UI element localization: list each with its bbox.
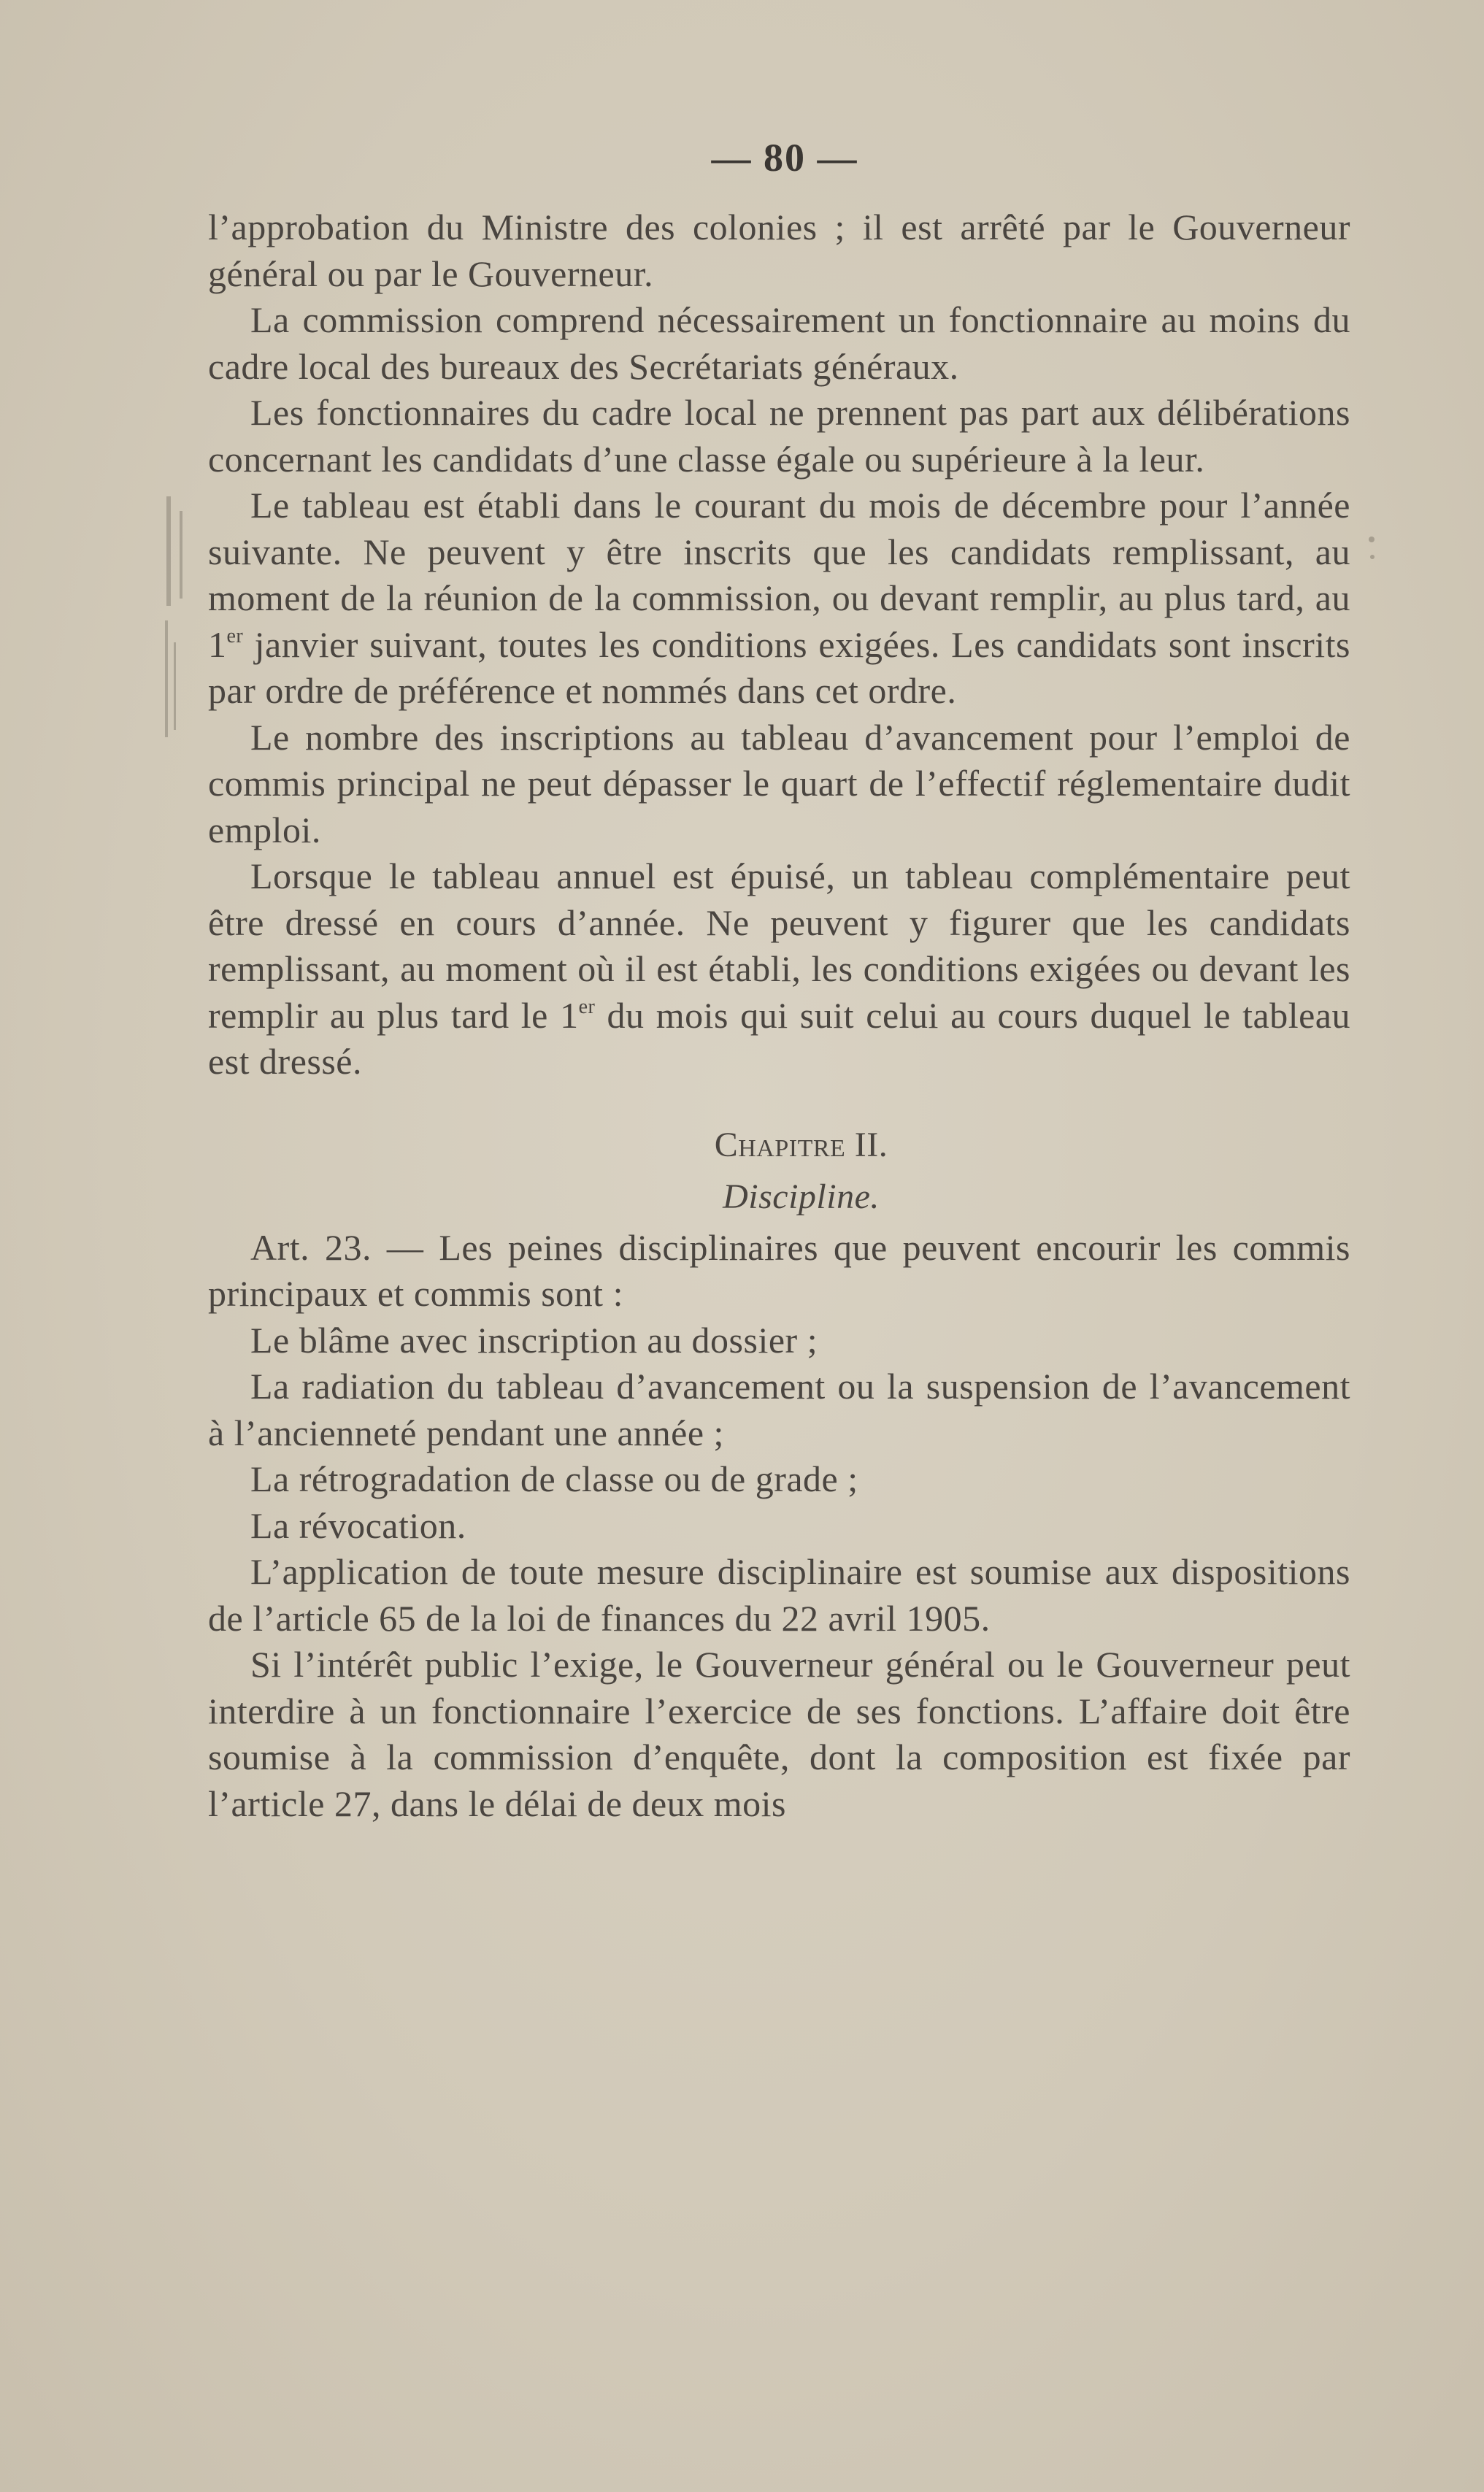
- paragraph-text: Lorsque le tableau annuel est épuisé, un tableau complémentaire peut être dressé en cours d’année. Ne peuvent y figurer que les candidats remplissant, au moment où il est établi, les conditions exigées ou devant les remplir au plus tard le 1: [208, 855, 1350, 1036]
- superscript: er: [226, 624, 244, 647]
- penalty-item: Le blâme avec inscription au dossier ;: [250, 1319, 818, 1361]
- paragraph: Les fonctionnaires du cadre local ne prennent pas part aux délibérations concernant les candidats d’une classe égale ou supérieure à la leur.: [208, 392, 1350, 480]
- paragraph: l’approbation du Ministre des colonies ; il est arrêté par le Gouverneur général ou par le Gouverneur.: [208, 207, 1350, 294]
- ink-speck: [1369, 537, 1375, 542]
- paragraph-text: du mois qui suit celui au cours duquel le tableau est dressé.: [208, 994, 1350, 1082]
- body-text: [208, 204, 1350, 1827]
- paragraph: L’application de toute mesure disciplinaire est soumise aux dispositions de l’article 65 de la loi de finances du 22 avril 1905.: [208, 1551, 1350, 1639]
- page-number: — 80 —: [711, 136, 858, 180]
- binding-mark: [174, 642, 176, 730]
- ink-speck: [1370, 555, 1375, 559]
- chapter-heading: Chapitre II.: [714, 1125, 888, 1164]
- penalty-item: La rétrogradation de classe ou de grade ;: [250, 1458, 858, 1499]
- paragraph: [208, 853, 1350, 1085]
- binding-mark: [165, 620, 168, 737]
- superscript: er: [578, 995, 596, 1018]
- paragraph: La commission comprend nécessairement un fonctionnaire au moins du cadre local des bureaux des Secrétariats généraux.: [208, 299, 1350, 387]
- paragraph: Le nombre des inscriptions au tableau d’avancement pour l’emploi de commis principal ne peut dépasser le quart de l’effectif réglementaire dudit emploi.: [208, 716, 1350, 850]
- binding-mark: [166, 496, 171, 606]
- penalty-item: La radiation du tableau d’avancement ou la suspension de l’avancement à l’ancienneté pendant une année ;: [208, 1366, 1350, 1453]
- paragraph: [208, 482, 1350, 715]
- binding-mark: [180, 511, 182, 599]
- article-paragraph: Art. 23. — Les peines disciplinaires que peuvent encourir les commis principaux et commis sont :: [208, 1226, 1350, 1314]
- section-title: Discipline.: [723, 1177, 880, 1216]
- penalty-item: La révocation.: [250, 1504, 466, 1546]
- paragraph: Si l’intérêt public l’exige, le Gouverneur général ou le Gouverneur peut interdire à un fonctionnaire l’exercice de ses fonctions. L’affaire doit être soumise à la commission d’enquête, dont la composition est fixée par l’article 27, dans le délai de deux mois: [208, 1644, 1350, 1824]
- paragraph-text: janvier suivant, toutes les conditions exigées. Les candidats sont inscrits par ordre de préférence et nommés dans cet ordre.: [208, 623, 1350, 711]
- paragraph-text: Le tableau est établi dans le courant du mois de décembre pour l’année suivante. Ne peuvent y être inscrits que les candidats remplissant, au moment de la réunion de la commission, ou devant remplir, au plus tard, au 1: [208, 485, 1350, 665]
